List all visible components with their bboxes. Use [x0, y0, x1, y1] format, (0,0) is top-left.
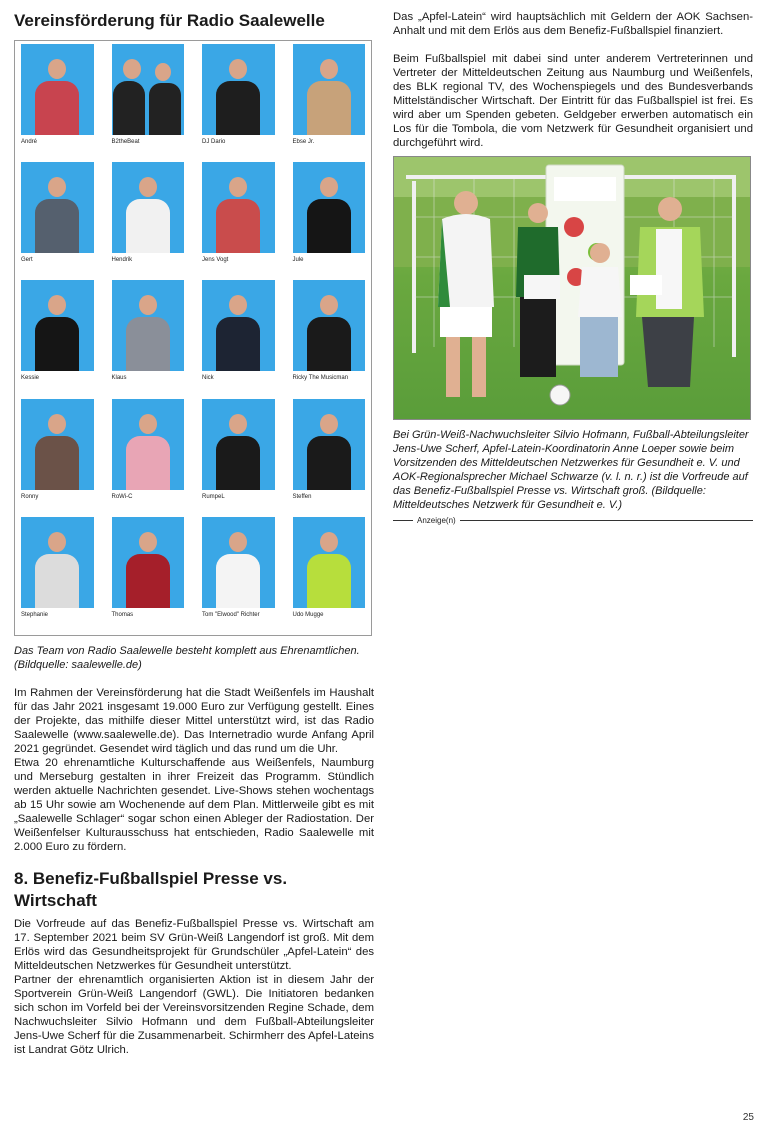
- team-member-card: [200, 44, 277, 162]
- ad-rule-left: [393, 520, 413, 521]
- team-member-card: [19, 517, 96, 635]
- team-member-name: RumpeL: [202, 493, 225, 500]
- person-figure: [35, 293, 79, 371]
- ad-rule-right: [460, 520, 753, 521]
- team-member-card: [110, 162, 187, 280]
- person-figure: [216, 57, 260, 135]
- team-member-photo: [202, 44, 275, 135]
- person-figure: [216, 530, 260, 608]
- team-member-name: Jule: [292, 257, 304, 264]
- team-member-photo: [202, 399, 275, 490]
- person-figure: [35, 57, 79, 135]
- football-photo-caption: Bei Grün-Weiß-Nachwuchsleiter Silvio Hofmann, Fußball-Abteilungsleiter Jens-Uwe Scherf, Apfel-Latein-Koordinatorin Anne Loeper sowie beim Vorsitzenden des Mitteldeutschen Netzwerkes für Gesundheit e. V. und AOK-Regionalsprecher Michael Schwarze (v. l. n. r.) ist die Vorfreude auf das Benefiz-Fußballspiel Presse vs. Wirtschaft groß. (Bildquelle: Mitteldeutsches Netzwerk für Gesundheit e. V.): [393, 429, 749, 511]
- football-ball: [550, 385, 570, 405]
- advertisement-separator: [393, 516, 753, 525]
- team-member-name: Steffen: [292, 493, 312, 500]
- apple-icon: [564, 217, 584, 237]
- team-member-name: Klaus: [111, 375, 127, 382]
- team-member-card: [200, 280, 277, 398]
- team-member-card: [291, 280, 368, 398]
- team-member-name: Ricky The Musicman: [292, 375, 349, 382]
- team-member-name: B2theBeat: [111, 139, 140, 145]
- football-paragraph-2: Partner der ehrenamtlich organisierten Aktion ist in diesem Jahr der Sportverein Grün-Weiß Langendorf (GWL). Die Initiatoren bedanken sich schon im Vorfeld bei der Vereinsvorsitzenden Regine Schade, dem Nachwuchsleiter Silvio Hofmann und dem Fußball-Abteilungsleiter Jens-Uwe Scherf für die Zusammenarbeit. Schirmherr des Apfel-Lateins ist Landrat Götz Ulrich.: [14, 974, 374, 1056]
- team-member-name: DJ Dario: [202, 139, 226, 145]
- football-paragraph-1: Die Vorfreude auf das Benefiz-Fußballspiel Presse vs. Wirtschaft am 17. September 2021 beim SV Grün-Weiß Langendorf ist groß. Mit dem Erlös wird das Gesundheitsprojekt für Grundschüler „Apfel-Latein“ des Mitteldeutschen Netzwerkes für Gesundheit unterstützt.: [14, 918, 374, 972]
- person-figure: [216, 175, 260, 253]
- radio-paragraph-2: Etwa 20 ehrenamtliche Kulturschaffende aus Weißenfels, Naumburg und Merseburg gestalten in ihrer Freizeit das Programm. Stündlich werden aktuelle Nachrichten gesendet. Live-Shows stehen wochentags ab 15 Uhr sowie am Wochenende auf dem Plan. Mittlerweile gibt es mit „Saalewelle Schlager“ sogar schon einen Ableger der Radiostation. Der Weißenfelser Kulturausschuss hat entschieden, Radio Saalewelle mit 2.000 Euro zu fördern.: [14, 757, 374, 853]
- team-member-photo: [21, 399, 94, 490]
- team-member-name: Hendrik: [111, 257, 133, 264]
- team-member-card: [110, 280, 187, 398]
- person-figure: [126, 530, 170, 608]
- person-figure: [126, 175, 170, 253]
- person-figure: [307, 293, 351, 371]
- team-member-name: Udo Mugge: [292, 611, 324, 618]
- info-banner-header: [554, 177, 616, 201]
- football-photo-illustration: [394, 157, 750, 419]
- team-photo-caption: Das Team von Radio Saalewelle besteht komplett aus Ehrenamtlichen. (Bildquelle: saalewelle.de): [14, 645, 360, 671]
- team-member-photo: [112, 280, 185, 371]
- person-silvio-hofmann: [438, 191, 494, 397]
- team-member-card: [291, 399, 368, 517]
- person-figure: [307, 530, 351, 608]
- team-member-photo: [293, 44, 366, 135]
- team-member-photo: [21, 162, 94, 253]
- team-member-photo: [112, 162, 185, 253]
- advertisement-label: Anzeige(n): [417, 516, 456, 525]
- team-member-name: Tom "Elwood" Richter: [202, 611, 260, 618]
- team-member-card: [110, 399, 187, 517]
- team-member-name: RoWi-C: [111, 493, 133, 500]
- person-figure: [307, 412, 351, 490]
- team-member-card: [200, 162, 277, 280]
- team-member-photo: [21, 44, 94, 135]
- person-figure: [216, 293, 260, 371]
- team-member-card: [19, 399, 96, 517]
- team-member-photo: [293, 517, 366, 608]
- section-heading-radio: Vereinsförderung für Radio Saalewelle: [14, 11, 325, 30]
- team-member-photo: [202, 517, 275, 608]
- team-member-name: Kessie: [21, 375, 40, 382]
- team-member-name: Nick: [202, 375, 214, 382]
- team-member-photo: [21, 517, 94, 608]
- section-heading-football: 8. Benefiz-Fußballspiel Presse vs. Wirtschaft: [14, 869, 288, 910]
- team-member-card: [19, 162, 96, 280]
- team-member-card: [291, 44, 368, 162]
- person-figure: [126, 412, 170, 490]
- person-jens-uwe-scherf: [516, 203, 560, 377]
- left-column: [14, 10, 374, 1057]
- team-member-card: [110, 44, 187, 162]
- team-member-photo: [293, 280, 366, 371]
- team-member-photo: [202, 280, 275, 371]
- team-member-photo: [112, 399, 185, 490]
- football-event-paragraph: Beim Fußballspiel mit dabei sind unter anderem Vertreterinnen und Vertreter der Mitteldeutschen Zeitung aus Naumburg und Weißenfels, des BLK regional TV, des Wochenspiegels und des Bundesverbands Mittelständischer Wirtschaft. Der Eintritt für das Fußballspiel ist frei. Es wird aber um Spenden gebeten. Geldgeber erwerben automatisch ein Los für die Tombola, die vom Netzwerk für Gesundheit organisiert und durchgeführt wird.: [393, 53, 753, 149]
- football-photo: [393, 156, 751, 420]
- team-member-card: [291, 517, 368, 635]
- team-member-photo: [293, 399, 366, 490]
- person-figure: [307, 175, 351, 253]
- team-member-name: André: [21, 139, 38, 145]
- page-number: 25: [742, 1112, 754, 1123]
- team-member-name: Thomas: [111, 611, 134, 618]
- team-member-photo: [112, 44, 185, 135]
- person-figure: [126, 293, 170, 371]
- person-figure: [307, 57, 351, 135]
- team-member-card: [19, 44, 96, 162]
- team-member-name: Ebse Jr.: [292, 139, 315, 145]
- person-figure: [35, 175, 79, 253]
- team-member-card: [19, 280, 96, 398]
- team-member-name: Jens Vogt: [202, 257, 229, 264]
- person-figure: [113, 57, 183, 135]
- team-member-card: [110, 517, 187, 635]
- team-member-card: [200, 517, 277, 635]
- team-member-photo: [21, 280, 94, 371]
- team-photo-grid: [14, 40, 372, 636]
- team-member-name: Stephanie: [21, 611, 49, 618]
- person-figure: [35, 530, 79, 608]
- team-member-photo: [202, 162, 275, 253]
- team-member-name: Ronny: [21, 493, 39, 500]
- team-member-card: [291, 162, 368, 280]
- team-member-name: Gert: [21, 257, 33, 264]
- apfel-latein-paragraph: Das „Apfel-Latein“ wird hauptsächlich mit Geldern der AOK Sachsen-Anhalt und mit dem Erlös aus dem Benefiz-Fußballspiel finanziert.: [393, 11, 753, 37]
- person-figure: [35, 412, 79, 490]
- radio-paragraph-1: Im Rahmen der Vereinsförderung hat die Stadt Weißenfels im Haushalt für das Jahr 2021 insgesamt 19.000 Euro zur Verfügung gestellt. Eines der Projekte, das mithilfe dieser Mittel unterstützt wird, ist das Radio Saalewelle (www.saalewelle.de). Das Internetradio wurde Anfang April 2021 gegründet. Gesendet wird täglich und das rund um die Uhr.: [14, 687, 374, 755]
- team-member-card: [200, 399, 277, 517]
- right-column: [393, 10, 753, 525]
- person-figure: [216, 412, 260, 490]
- team-member-photo: [293, 162, 366, 253]
- team-member-photo: [112, 517, 185, 608]
